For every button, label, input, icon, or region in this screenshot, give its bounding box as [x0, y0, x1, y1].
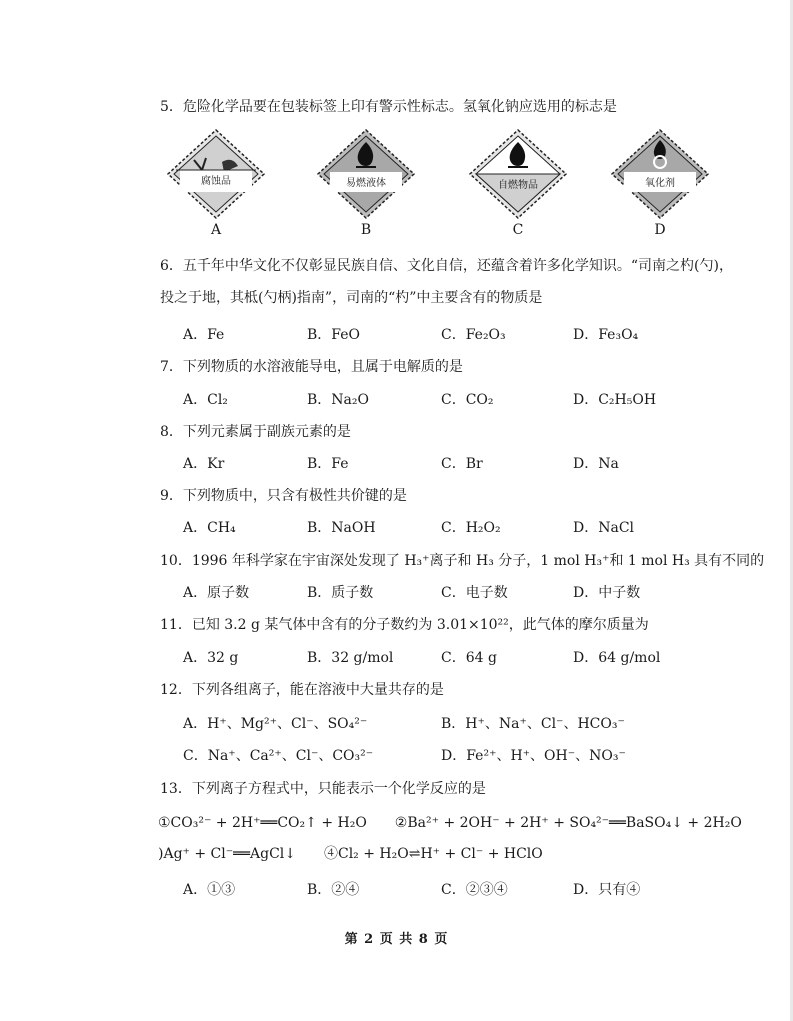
q7-option-d[interactable]: D．C₂H₅OH: [573, 392, 657, 408]
q12-option-a[interactable]: A．H⁺、Mg²⁺、Cl⁻、SO₄²⁻: [183, 716, 368, 732]
q10-option-b[interactable]: B．质子数: [307, 585, 374, 601]
q11-option-c[interactable]: C．64 g: [441, 650, 497, 666]
q8-stem: 8．下列元素属于副族元素的是: [160, 424, 351, 440]
q7-option-a[interactable]: A．Cl₂: [183, 392, 228, 408]
q10-option-c[interactable]: C．电子数: [441, 585, 508, 601]
q11-option-b[interactable]: B．32 g/mol: [307, 650, 394, 666]
q7-option-b[interactable]: B．Na₂O: [307, 392, 369, 408]
sign-c-label: 自燃物品: [498, 180, 538, 191]
q6-option-a[interactable]: A．Fe: [183, 327, 225, 343]
q12-stem: 12．下列各组离子，能在溶液中大量共存的是: [160, 682, 444, 698]
q9-option-a[interactable]: A．CH₄: [183, 520, 236, 536]
q12-option-b[interactable]: B．H⁺、Na⁺、Cl⁻、HCO₃⁻: [441, 716, 625, 732]
q10-option-d[interactable]: D．中子数: [573, 585, 641, 601]
sign-c: [468, 128, 568, 248]
q13-equation-line1: ①CO₃²⁻ + 2H⁺══CO₂↑ + H₂O ②Ba²⁺ + 2OH⁻ + 2H⁺ + SO₄²⁻══BaSO₄↓ + 2H₂O: [158, 815, 742, 831]
q13-stem: 13．下列离子方程式中，只能表示一个化学反应的是: [160, 781, 486, 797]
q10-stem: 10．1996 年科学家在宇宙深处发现了 H₃⁺离子和 H₃ 分子，1 mol H₃⁺和 1 mol H₃ 具有不同的: [160, 553, 765, 569]
sign-b: [316, 128, 416, 248]
sign-c-letter: C: [512, 222, 524, 238]
q13-option-d[interactable]: D．只有④: [573, 882, 641, 898]
q7-option-c[interactable]: C．CO₂: [441, 392, 494, 408]
q13-equation-line2: )Ag⁺ + Cl⁻══AgCl↓ ④Cl₂ + H₂O⇌H⁺ + Cl⁻ + HClO: [158, 846, 543, 862]
q12-option-d[interactable]: D．Fe²⁺、H⁺、OH⁻、NO₃⁻: [441, 748, 626, 764]
q5-stem: 5．危险化学品要在包装标签上印有警示性标志。氢氧化钠应选用的标志是: [160, 99, 617, 115]
sign-b-label: 易燃液体: [346, 178, 386, 189]
q6-stem-line2: 投之于地，其柢(勺柄)指南”，司南的“杓”中主要含有的物质是: [160, 290, 543, 306]
q6-option-c[interactable]: C．Fe₂O₃: [441, 327, 506, 343]
q10-option-a[interactable]: A．原子数: [183, 585, 250, 601]
q11-option-a[interactable]: A．32 g: [183, 650, 239, 666]
q9-option-b[interactable]: B．NaOH: [307, 520, 376, 536]
q6-option-d[interactable]: D．Fe₃O₄: [573, 327, 639, 343]
q9-stem: 9．下列物质中，只含有极性共价键的是: [160, 488, 407, 504]
q8-option-c[interactable]: C．Br: [441, 456, 483, 472]
flame-icon: [468, 128, 568, 220]
q9-option-d[interactable]: D．NaCl: [573, 520, 635, 536]
q8-option-b[interactable]: B．Fe: [307, 456, 349, 472]
q13-option-b[interactable]: B．②④: [307, 882, 360, 898]
q11-stem: 11．已知 3.2 g 某气体中含有的分子数约为 3.01×10²²，此气体的摩尔质量为: [160, 617, 649, 633]
sign-a: [166, 128, 266, 248]
q12-option-c[interactable]: C．Na⁺、Ca²⁺、Cl⁻、CO₃²⁻: [183, 748, 374, 764]
q8-option-a[interactable]: A．Kr: [183, 456, 225, 472]
q13-option-c[interactable]: C．②③④: [441, 882, 508, 898]
q6-option-b[interactable]: B．FeO: [307, 327, 360, 343]
sign-d-label: 氧化剂: [645, 178, 675, 189]
sign-b-letter: B: [360, 222, 372, 238]
page-footer: 第 2 页 共 8 页: [344, 932, 449, 947]
q8-option-d[interactable]: D．Na: [573, 456, 619, 472]
q6-stem-line1: 6．五千年中华文化不仅彰显民族自信、文化自信，还蕴含着许多化学知识。“司南之杓(勺)，: [160, 258, 733, 274]
q7-stem: 7．下列物质的水溶液能导电，且属于电解质的是: [160, 359, 463, 375]
q11-option-d[interactable]: D．64 g/mol: [573, 650, 661, 666]
sign-a-label: 腐蚀品: [201, 176, 231, 187]
q13-option-a[interactable]: A．①③: [183, 882, 236, 898]
sign-d-letter: D: [654, 222, 666, 238]
sign-a-letter: A: [210, 222, 222, 238]
sign-d: [610, 128, 710, 248]
q9-option-c[interactable]: C．H₂O₂: [441, 520, 501, 536]
